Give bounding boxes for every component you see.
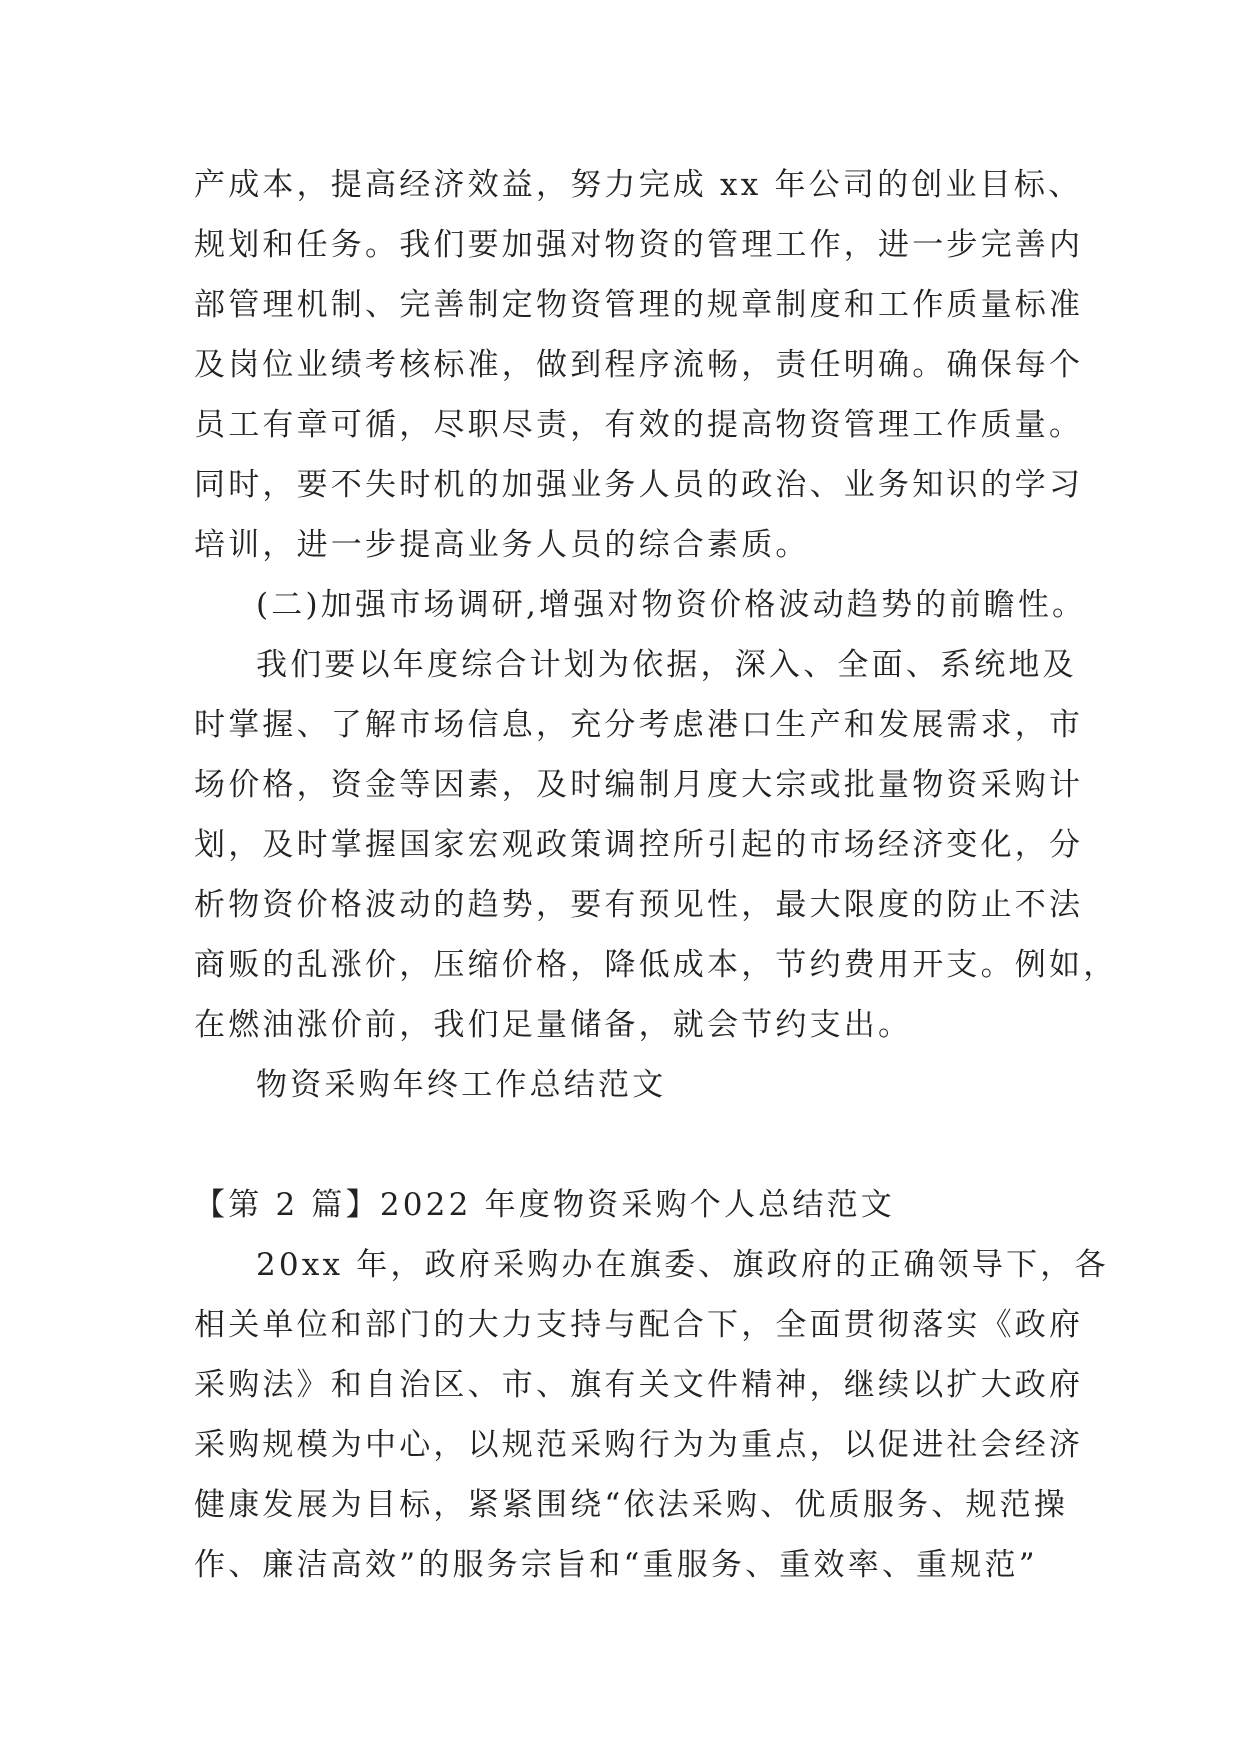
section-subheading: (二)加强市场调研,增强对物资价格波动趋势的前瞻性。 [256,587,1087,623]
paragraph-line: 培训，进一步提高业务人员的综合素质。 [194,527,810,563]
paragraph-line: 及岗位业绩考核标准，做到程序流畅，责任明确。确保每个 [194,347,1084,383]
paragraph-line: 划，及时掌握国家宏观政策调控所引起的市场经济变化，分 [194,827,1084,863]
paragraph-line: 场价格，资金等因素，及时编制月度大宗或批量物资采购计 [194,767,1084,803]
paragraph-line: 同时，要不失时机的加强业务人员的政治、业务知识的学习 [194,467,1084,503]
paragraph-line: 商贩的乱涨价，压缩价格，降低成本，节约费用开支。例如， [194,947,1118,983]
paragraph-line: 20xx 年，政府采购办在旗委、旗政府的正确领导下，各 [256,1247,1109,1283]
paragraph-line: 规划和任务。我们要加强对物资的管理工作，进一步完善内 [194,227,1084,263]
paragraph-line: 部管理机制、完善制定物资管理的规章制度和工作质量标准 [194,287,1084,323]
paragraph-line: 员工有章可循，尽职尽责，有效的提高物资管理工作质量。 [194,407,1084,443]
paragraph-line: 时掌握、了解市场信息，充分考虑港口生产和发展需求，市 [194,707,1084,743]
paragraph-line: 采购规模为中心，以规范采购行为为重点，以促进社会经济 [194,1427,1084,1463]
paragraph-line: 产成本，提高经济效益，努力完成 xx 年公司的创业目标、 [194,167,1083,203]
paragraph-line: 作、廉洁高效”的服务宗旨和“重服务、重效率、重规范” [194,1547,1038,1583]
paragraph-line: 相关单位和部门的大力支持与配合下，全面贯彻落实《政府 [194,1307,1084,1343]
paragraph-line: 我们要以年度综合计划为依据，深入、全面、系统地及 [256,647,1077,683]
paragraph-line: 析物资价格波动的趋势，要有预见性，最大限度的防止不法 [194,887,1084,923]
paragraph-line: 健康发展为目标，紧紧围绕“依法采购、优质服务、规范操 [194,1487,1069,1523]
paragraph-line: 在燃油涨价前，我们足量储备，就会节约支出。 [194,1007,913,1043]
article-heading: 【第 2 篇】2022 年度物资采购个人总结范文 [194,1187,895,1223]
paragraph-line: 采购法》和自治区、市、旗有关文件精神，继续以扩大政府 [194,1367,1084,1403]
closing-title: 物资采购年终工作总结范文 [256,1067,667,1103]
